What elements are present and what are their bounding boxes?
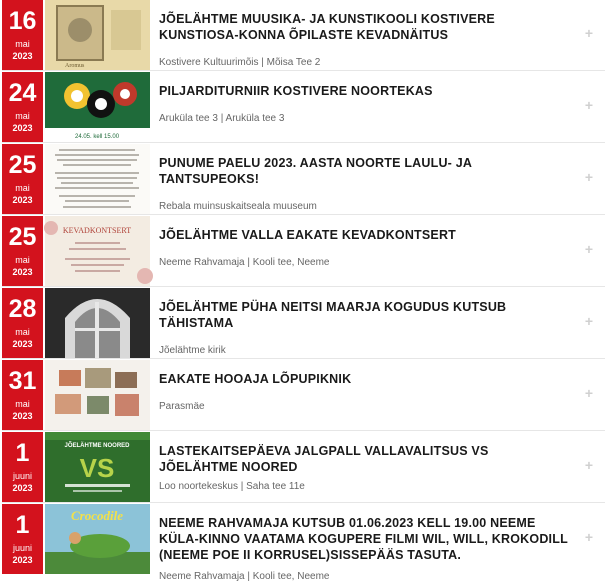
event-title[interactable]: JÕELÄHTME VALLA EAKATE KEVADKONTSERT [159,228,457,242]
thumb-caption: KEVADKONTSERT [62,226,132,235]
event-thumbnail-billiards[interactable] [45,72,150,142]
event-day: 1 [15,439,30,467]
event-thumbnail-football[interactable] [45,432,150,502]
row-divider [2,502,605,503]
event-day: 25 [8,151,37,179]
event-date-badge [2,288,43,358]
thumb-caption: Aromus [65,63,85,69]
event-row[interactable] [0,144,605,214]
event-location: Neeme Rahvamaja | Kooli tee, Neeme [159,571,330,582]
thumb-caption: 24.05. kell 15.00 [75,134,120,140]
event-row[interactable] [0,360,605,430]
event-year: 2023 [12,267,33,277]
event-thumbnail-flyer[interactable] [45,144,150,214]
event-title[interactable]: PUNUME PAELU 2023. AASTA NOORTE LAULU- JA TANTSUPEOKS! [159,156,472,186]
expand-plus-icon[interactable]: + [584,529,594,545]
event-thumbnail-church[interactable] [45,288,150,358]
event-info [159,227,569,269]
event-thumbnail-painting[interactable] [45,0,150,70]
event-location: Parasmäe [159,401,205,412]
event-info [159,371,569,413]
event-year: 2023 [12,339,33,349]
church-window-image [45,288,150,358]
row-divider [2,142,605,143]
event-date-badge [2,432,43,502]
thumb-caption: JÕELÄHTME NOORED [64,443,130,449]
event-thumbnail-concert-poster[interactable] [45,216,150,286]
expand-plus-icon[interactable]: + [584,241,594,257]
text-flyer-image [45,144,150,214]
svg-text:VS: VS [79,453,115,483]
event-info [159,11,569,69]
event-date-badge [2,504,43,574]
billiard-balls-image [45,72,150,142]
expand-plus-icon[interactable]: + [584,169,594,185]
event-year: 2023 [12,51,33,61]
expand-plus-icon[interactable]: + [584,385,594,401]
event-location: Rebala muinsuskaitseala muuseum [159,201,317,212]
event-month: mai [15,39,30,49]
event-title[interactable]: EAKATE HOOAJA LÕPUPIKNIK [159,372,352,386]
event-date-badge [2,144,43,214]
event-year: 2023 [12,123,33,133]
row-divider [2,430,605,431]
event-location: Loo noortekeskus | Saha tee 11e [159,481,305,492]
expand-plus-icon[interactable]: + [584,457,594,473]
event-day: 16 [8,7,37,35]
event-title[interactable]: JÕELÄHTME MUUSIKA- JA KUNSTIKOOLI KOSTIVERE KUNSTIOSA-KONNA ÕPILASTE KEVADNÄITUS [159,12,495,42]
event-month: mai [15,255,30,265]
event-month: mai [15,399,30,409]
event-thumbnail-picnic[interactable] [45,360,150,430]
event-date-badge [2,0,43,70]
event-row[interactable] [0,72,605,142]
photo-collage-image [45,360,150,430]
football-poster-image [45,432,150,502]
event-thumbnail-movie[interactable] [45,504,150,574]
painting-image [45,0,150,70]
event-location: Aruküla tee 3 | Aruküla tee 3 [159,113,285,124]
event-row[interactable] [0,432,605,502]
event-date-badge [2,216,43,286]
event-info [159,155,569,213]
expand-plus-icon[interactable]: + [584,313,594,329]
event-title[interactable]: PILJARDITURNIIR KOSTIVERE NOORTEKAS [159,84,433,98]
event-title[interactable]: LASTEKAITSEPÄEVA JALGPALL VALLAVALITSUS VS JÕELÄHTME NOORED [159,444,489,474]
event-title[interactable]: NEEME RAHVAMAJA KUTSUB 01.06.2023 KELL 19.00 NEEME KÜLA-KINNO VAATAMA KOGUPERE FILMI WIL, WILL, KROKODILL (NEEME POE II KORRUSEL)SISSEPÄÄS TASUTA. [159,516,568,562]
event-day: 31 [8,367,37,395]
event-row[interactable] [0,504,605,582]
row-divider [2,70,605,71]
row-divider [2,214,605,215]
event-location: Neeme Rahvamaja | Kooli tee, Neeme [159,257,330,268]
event-date-badge [2,360,43,430]
event-month: mai [15,327,30,337]
thumb-caption: Crocodile [71,508,123,523]
expand-plus-icon[interactable]: + [584,97,594,113]
crocodile-movie-image [45,504,150,574]
event-month: juuni [12,543,32,553]
event-row[interactable] [0,288,605,358]
event-date-badge [2,72,43,142]
concert-poster-image [45,216,150,286]
event-year: 2023 [12,411,33,421]
event-year: 2023 [12,555,33,565]
event-info [159,515,569,583]
event-info [159,83,569,125]
event-year: 2023 [12,483,33,493]
event-day: 25 [8,223,37,251]
event-location: Jõelähtme kirik [159,345,226,356]
event-row[interactable] [0,216,605,286]
row-divider [2,358,605,359]
event-day: 28 [8,295,37,323]
event-info [159,299,569,357]
event-day: 1 [15,511,30,539]
event-row[interactable] [0,0,605,70]
event-month: mai [15,183,30,193]
expand-plus-icon[interactable]: + [584,25,594,41]
event-location: Kostivere Kultuurimõis | Mõisa Tee 2 [159,57,321,68]
event-month: mai [15,111,30,121]
event-title[interactable]: JÕELÄHTME PÜHA NEITSI MAARJA KOGUDUS KUTSUB TÄHISTAMA [159,300,507,330]
row-divider [2,286,605,287]
event-month: juuni [12,471,32,481]
event-day: 24 [8,79,37,107]
event-year: 2023 [12,195,33,205]
event-info [159,443,569,493]
